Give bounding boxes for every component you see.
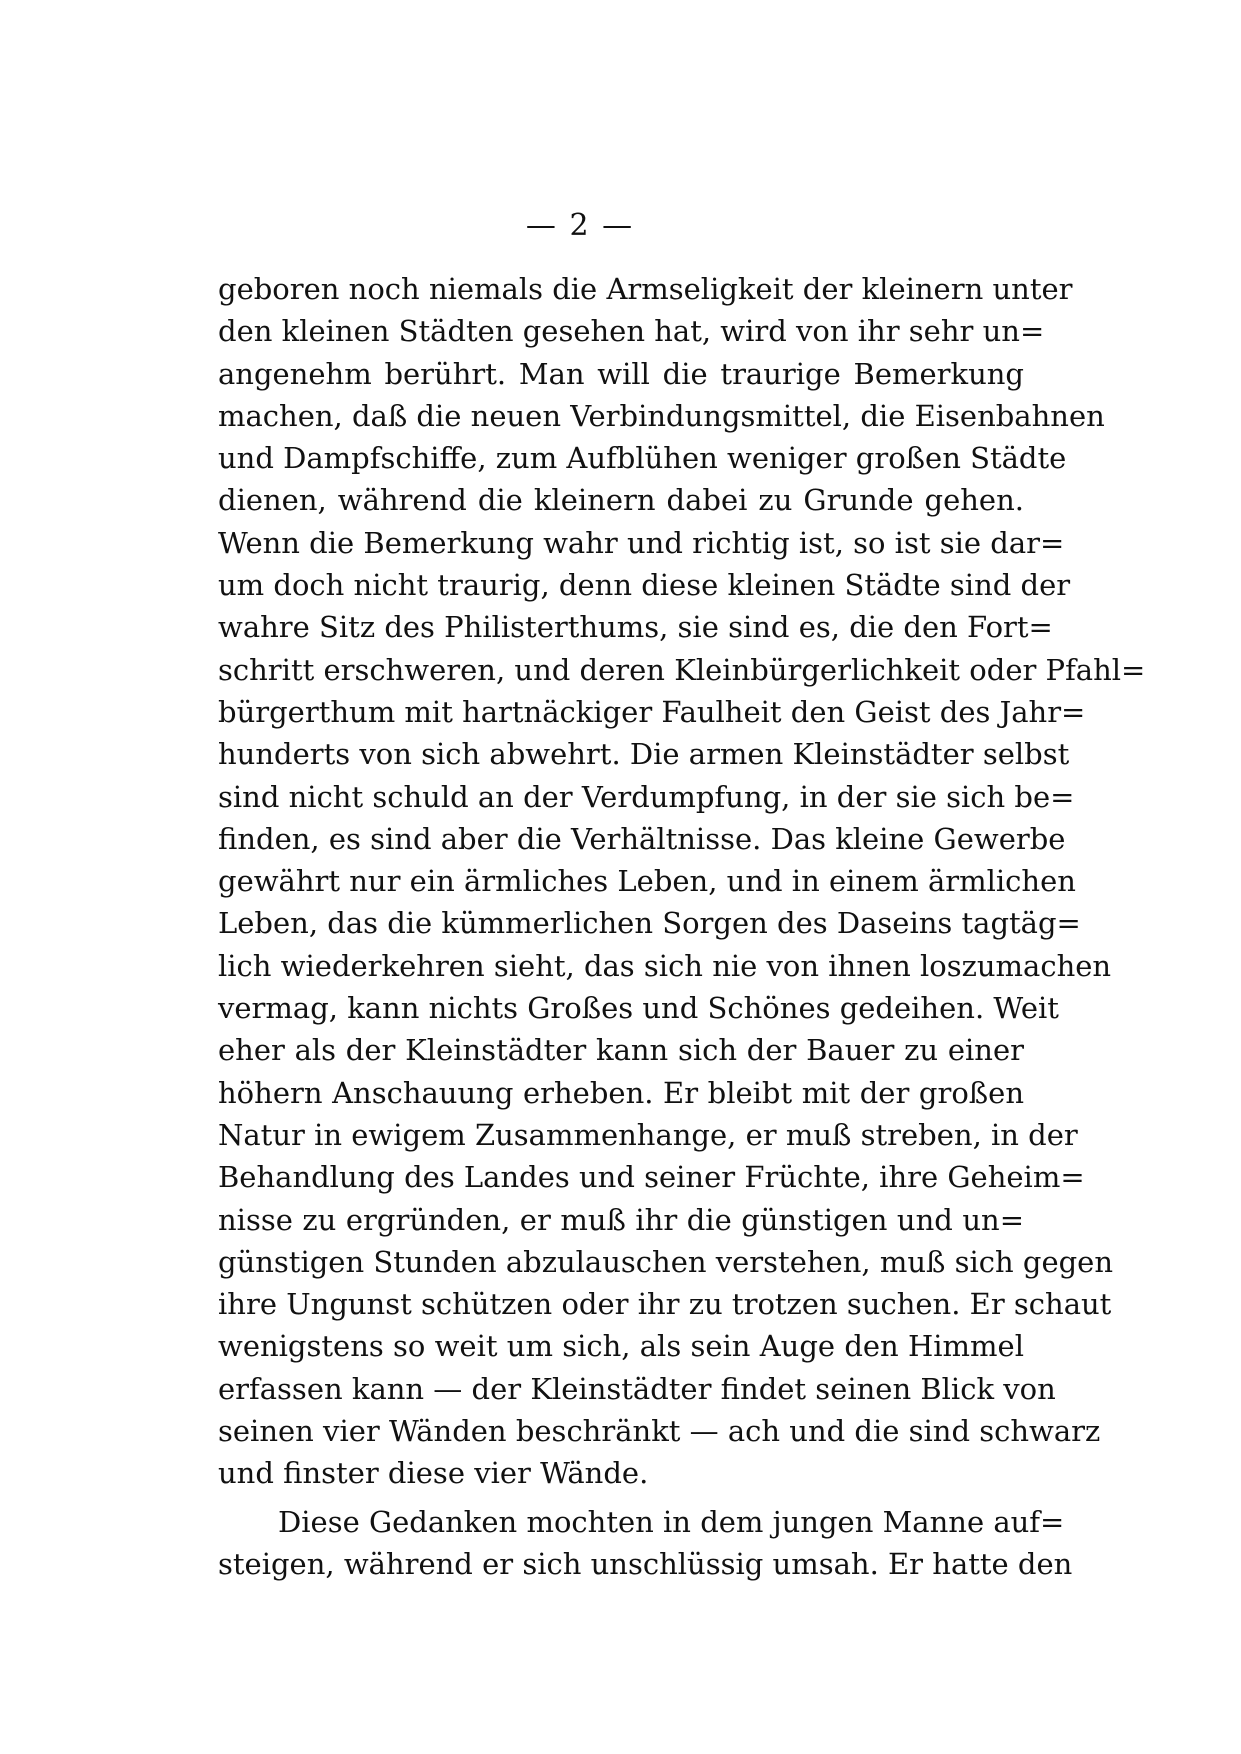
text-line: angenehm berührt. Man will die traurige Bemerkung xyxy=(218,356,1024,391)
text-line: eher als der Kleinstädter kann sich der Bauer zu einer xyxy=(218,1033,1024,1068)
text-line: und Dampfschiffe, zum Aufblühen weniger großen Städte xyxy=(218,441,1067,476)
text-line: Behandlung des Landes und seiner Früchte, ihre Geheim= xyxy=(218,1160,1085,1195)
text-line: lich wiederkehren sieht, das sich nie von ihnen loszumachen xyxy=(218,948,1112,983)
text-line: um doch nicht traurig, denn diese kleinen Städte sind der xyxy=(218,568,1071,603)
body-text xyxy=(218,268,1146,1585)
text-line: machen, daß die neuen Verbindungsmittel, die Eisenbahnen xyxy=(218,398,1105,433)
text-line: Wenn die Bemerkung wahr und richtig ist, so ist sie dar= xyxy=(218,525,1065,560)
text-line: günstigen Stunden abzulauschen verstehen, muß sich gegen xyxy=(218,1244,1114,1279)
text-line: finden, es sind aber die Verhältnisse. Das kleine Gewerbe xyxy=(218,821,1066,856)
text-line: ihre Ungunst schützen oder ihr zu trotzen suchen. Er schaut xyxy=(218,1287,1112,1322)
text-line: steigen, während er sich unschlüssig umsah. Er hatte den xyxy=(218,1546,1073,1581)
text-line: Natur in ewigem Zusammenhange, er muß streben, in der xyxy=(218,1117,1078,1152)
text-line: gewährt nur ein ärmliches Leben, und in einem ärmlichen xyxy=(218,864,1076,899)
text-line: Leben, das die kümmerlichen Sorgen des Daseins tagtäg= xyxy=(218,906,1081,941)
paragraph xyxy=(218,1501,1073,1586)
paragraph xyxy=(218,268,1146,1495)
text-line: wahre Sitz des Philisterthums, sie sind es, die den Fort= xyxy=(218,610,1053,645)
text-line: wenigstens so weit um sich, als sein Auge den Himmel xyxy=(218,1329,1024,1364)
text-line: geboren noch niemals die Armseligkeit der kleinern unter xyxy=(218,272,1073,306)
text-line: und finster diese vier Wände. xyxy=(218,1456,649,1491)
text-line: dienen, während die kleinern dabei zu Grunde gehen. xyxy=(218,483,1024,518)
text-line: den kleinen Städten gesehen hat, wird von ihr sehr un= xyxy=(218,314,1045,349)
text-line: seinen vier Wänden beschränkt — ach und die sind schwarz xyxy=(218,1414,1101,1449)
text-line: nisse zu ergründen, er muß ihr die günstigen und un= xyxy=(218,1202,1024,1237)
text-line: hunderts von sich abwehrt. Die armen Kleinstädter selbst xyxy=(218,737,1070,772)
text-line: schritt erschweren, und deren Kleinbürgerlichkeit oder Pfahl= xyxy=(218,652,1146,687)
text-line: sind nicht schuld an der Verdumpfung, in der sie sich be= xyxy=(218,779,1075,814)
text-line: höhern Anschauung erheben. Er bleibt mit der großen xyxy=(218,1075,1024,1110)
text-line: bürgerthum mit hartnäckiger Faulheit den Geist des Jahr= xyxy=(218,694,1086,729)
text-line: Diese Gedanken mochten in dem jungen Manne auf= xyxy=(278,1504,1065,1539)
text-line: vermag, kann nichts Großes und Schönes gedeihen. Weit xyxy=(218,991,1059,1026)
text-line: erfassen kann — der Kleinstädter findet seinen Blick von xyxy=(218,1371,1056,1406)
page-number: — 2 — xyxy=(525,208,635,243)
